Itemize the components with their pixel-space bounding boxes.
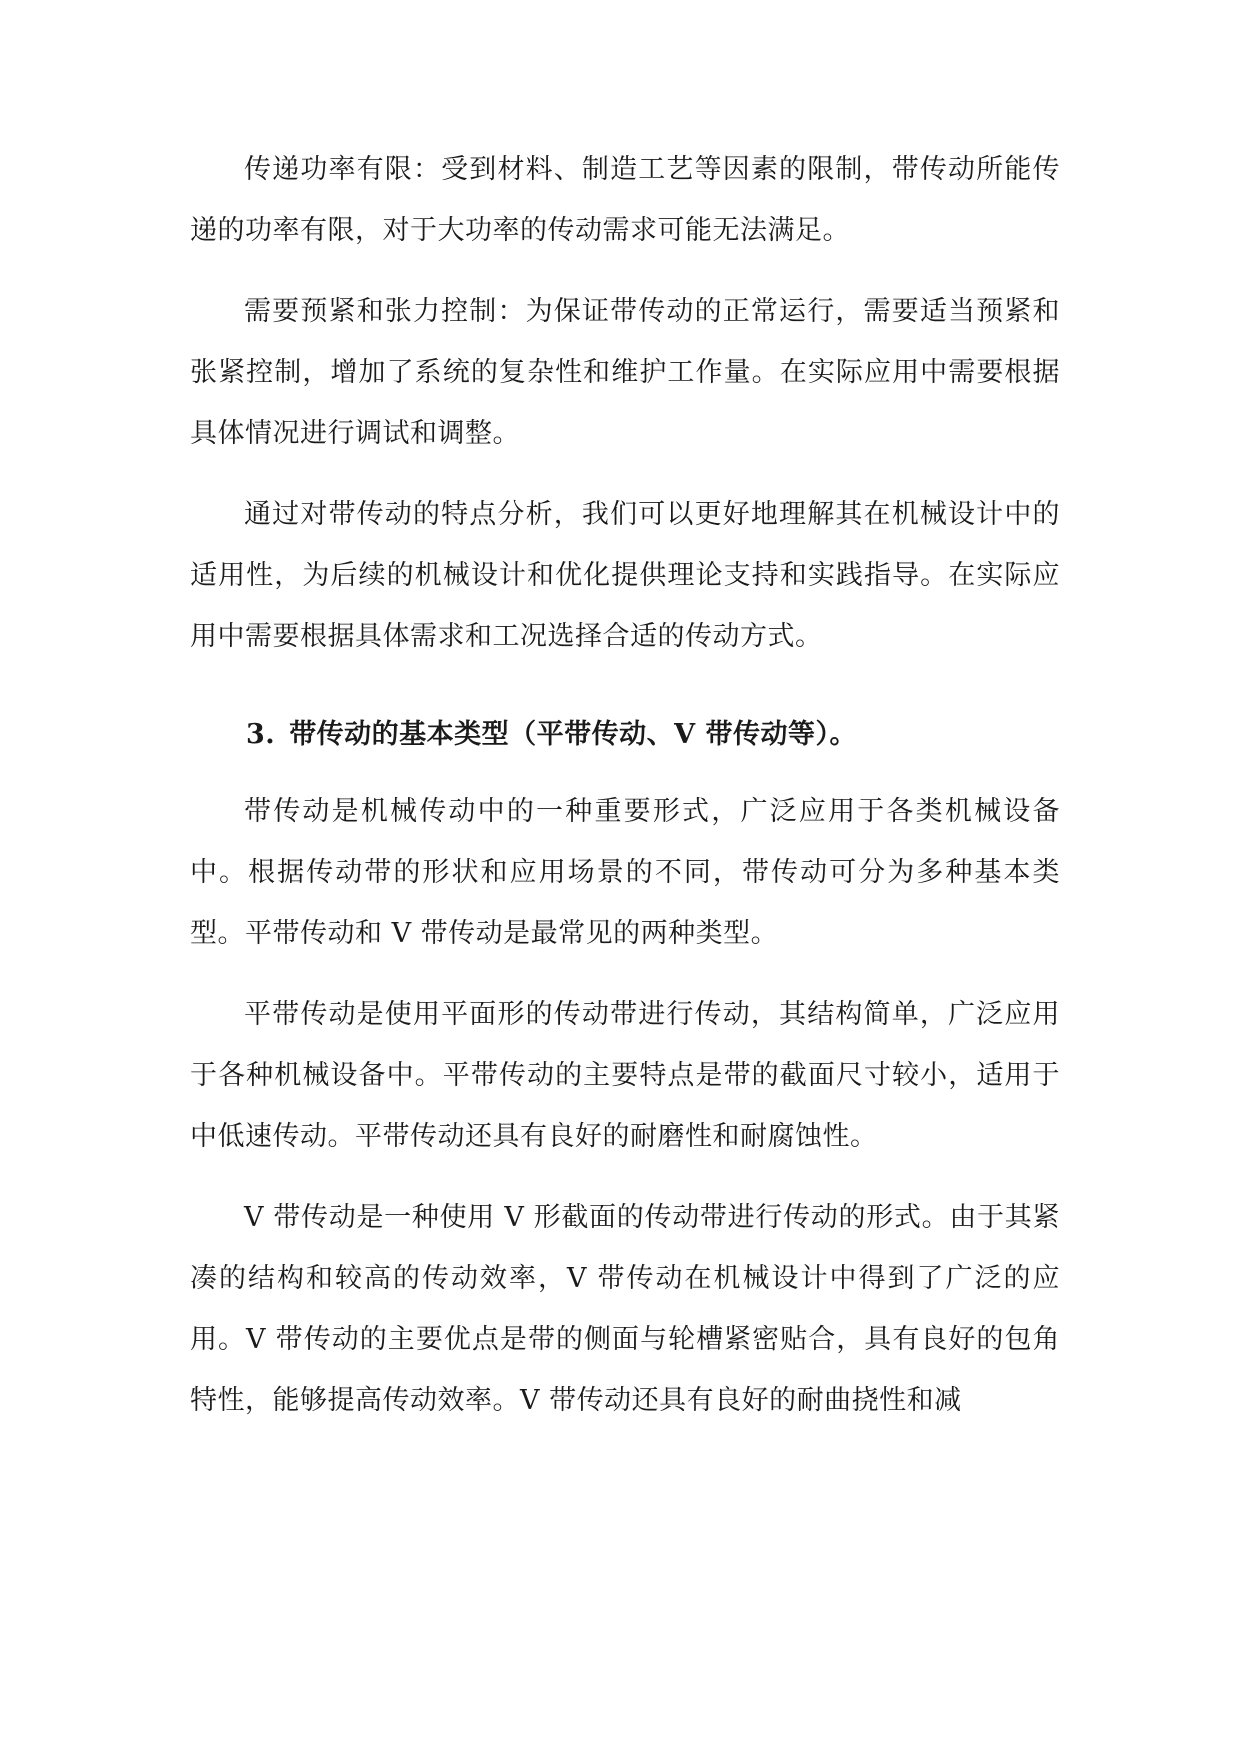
- paragraph-analysis-summary: 通过对带传动的特点分析，我们可以更好地理解其在机械设计中的适用性，为后续的机械设计和优化提供理论支持和实践指导。在实际应用中需要根据具体需求和工况选择合适的传动方式。: [190, 499, 1060, 652]
- section-heading: [190, 711, 1060, 759]
- paragraph-power-limit: 传递功率有限：受到材料、制造工艺等因素的限制，带传动所能传递的功率有限，对于大功率的传动需求可能无法满足。: [190, 154, 1060, 246]
- document-body: [190, 139, 1060, 1451]
- paragraph-tension-control: 需要预紧和张力控制：为保证带传动的正常运行，需要适当预紧和张紧控制，增加了系统的复杂性和维护工作量。在实际应用中需要根据具体情况进行调试和调整。: [190, 296, 1060, 449]
- section-title: 带传动的基本类型（平带传动、V 带传动等）。: [289, 719, 858, 750]
- paragraph-flat-belt: 平带传动是使用平面形的传动带进行传动，其结构简单，广泛应用于各种机械设备中。平带传动的主要特点是带的截面尺寸较小，适用于中低速传动。平带传动还具有良好的耐磨性和耐腐蚀性。: [190, 999, 1060, 1152]
- paragraph-v-belt: V 带传动是一种使用 V 形截面的传动带进行传动的形式。由于其紧凑的结构和较高的传动效率，V 带传动在机械设计中得到了广泛的应用。V 带传动的主要优点是带的侧面与轮槽紧密贴合，具有良好的包角特性，能够提高传动效率。V 带传动还具有良好的耐曲挠性和减: [190, 1202, 1060, 1416]
- paragraph-belt-intro: 带传动是机械传动中的一种重要形式，广泛应用于各类机械设备中。根据传动带的形状和应用场景的不同，带传动可分为多种基本类型。平带传动和 V 带传动是最常见的两种类型。: [190, 796, 1060, 949]
- section-number: 3.: [246, 719, 276, 750]
